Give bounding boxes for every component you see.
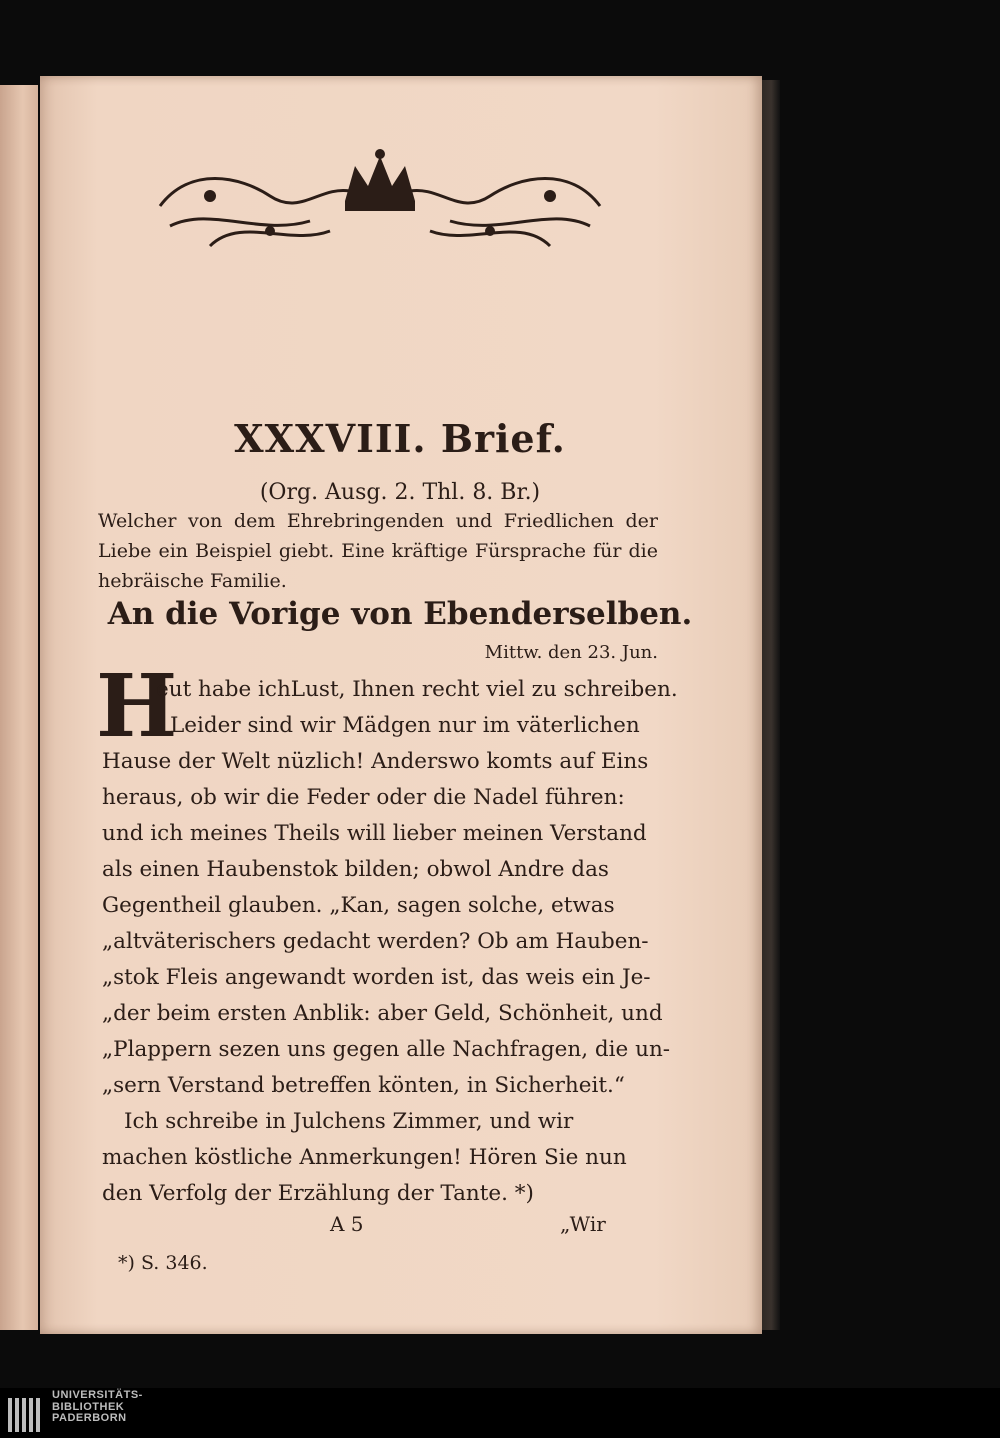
- library-line-2: BIBLIOTHEK: [52, 1400, 125, 1413]
- body-line: Ich schreibe in Julchens Zimmer, und wir: [124, 1109, 574, 1134]
- body-line: „altväterischers gedacht werden? Ob am Hauben-: [102, 929, 649, 954]
- library-line-1: UNIVERSITÄTS-: [52, 1389, 143, 1401]
- crown-flourish-icon: [150, 146, 610, 256]
- left-page-edge: [0, 85, 38, 1330]
- edition-reference: (Org. Ausg. 2. Thl. 8. Br.): [259, 480, 541, 505]
- body-line: und ich meines Theils will lieber meinen Verstand: [102, 821, 647, 846]
- letter-heading: XXXVIII. Brief.: [234, 416, 566, 461]
- letter-date: Mittw. den 23. Jun.: [484, 642, 658, 663]
- body-line: „sern Verstand betreffen könten, in Sicherheit.“: [102, 1073, 625, 1098]
- footnote: *) S. 346.: [118, 1252, 208, 1274]
- catchword: „Wir: [560, 1212, 606, 1236]
- book-page: [40, 76, 762, 1334]
- body-line: „der beim ersten Anblik: aber Geld, Schönheit, und: [102, 1001, 663, 1026]
- body-line: heraus, ob wir die Feder oder die Nadel führen:: [102, 785, 625, 810]
- body-line: Leider sind wir Mädgen nur im väterlichen: [170, 713, 640, 738]
- body-line: eut habe ichLust, Ihnen recht viel zu schreiben.: [156, 677, 678, 702]
- body-line: den Verfolg der Erzählung der Tante. *): [102, 1181, 534, 1206]
- letter-summary: Welcher von dem Ehrebringenden und Friedlichen der Liebe ein Beispiel giebt. Eine kräftige Fürsprache für die hebräische Familie.: [98, 510, 658, 592]
- library-line-3: PADERBORN: [52, 1412, 127, 1424]
- library-logo-icon: [8, 1398, 48, 1432]
- body-line: „Plappern sezen uns gegen alle Nachfragen, die un-: [102, 1037, 671, 1062]
- body-line: „stok Fleis angewandt worden ist, das weis ein Je-: [102, 965, 651, 990]
- signature-mark: A 5: [330, 1212, 364, 1236]
- body-line: machen köstliche Anmerkungen! Hören Sie nun: [102, 1145, 627, 1170]
- body-line: Gegentheil glauben. „Kan, sagen solche, etwas: [102, 893, 615, 918]
- drop-cap: H: [96, 656, 178, 757]
- library-logo-text: [52, 1390, 143, 1425]
- body-line: als einen Haubenstok bilden; obwol Andre das: [102, 857, 609, 882]
- library-logo-bar: [0, 1388, 1000, 1438]
- letter-title: An die Vorige von Ebenderselben.: [107, 596, 693, 632]
- body-line: Hause der Welt nüzlich! Anderswo komts auf Eins: [102, 749, 649, 774]
